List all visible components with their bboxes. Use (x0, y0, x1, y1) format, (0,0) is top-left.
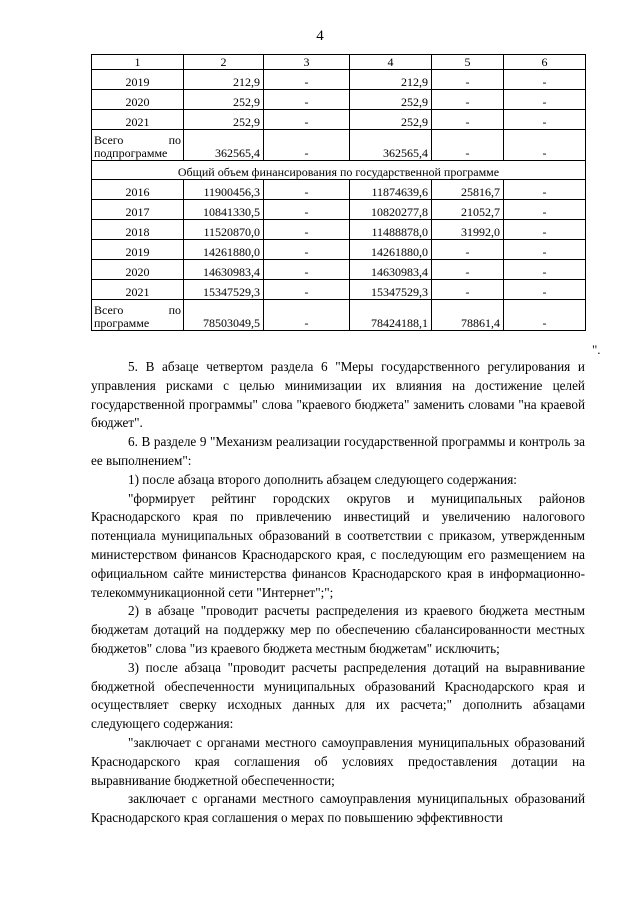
amount-cell: 14630983,4 (184, 260, 264, 280)
section-title-row (92, 161, 586, 180)
year-cell: 2021 (92, 110, 184, 130)
amount-cell: 10820277,8 (350, 200, 432, 220)
amount-cell: - (432, 130, 504, 161)
amount-cell: - (264, 220, 350, 240)
amount-cell: 14261880,0 (184, 240, 264, 260)
amount-cell: - (504, 220, 586, 240)
year-cell: 2017 (92, 200, 184, 220)
row-label-word: по (168, 303, 181, 317)
amount-cell: 14261880,0 (350, 240, 432, 260)
document-body (91, 358, 585, 828)
row-label (92, 300, 184, 331)
amount-cell: 21052,7 (432, 200, 504, 220)
amount-cell: - (504, 200, 586, 220)
amount-cell: - (432, 110, 504, 130)
amount-cell: 78503049,5 (184, 300, 264, 331)
amount-cell: - (264, 240, 350, 260)
year-cell: 2018 (92, 220, 184, 240)
year-cell: 2020 (92, 90, 184, 110)
amount-cell: 25816,7 (432, 180, 504, 200)
amount-cell: 78424188,1 (350, 300, 432, 331)
amount-cell: - (264, 110, 350, 130)
paragraph: 2) в абзаце "проводит расчеты распределения из краевого бюджета местным бюджетам дотаций на поддержку мер по обеспечению сбалансированности местных бюджетов" слова "из краевого бюджета местным бюджетам" исключить; (91, 603, 585, 656)
amount-cell: 78861,4 (432, 300, 504, 331)
table-row (92, 90, 586, 110)
amount-cell: - (504, 180, 586, 200)
amount-cell: - (504, 110, 586, 130)
column-header: 1 (92, 55, 184, 70)
amount-cell: - (504, 240, 586, 260)
column-header: 2 (184, 55, 264, 70)
financing-table (91, 54, 586, 331)
total-row (92, 300, 586, 331)
amount-cell: - (504, 260, 586, 280)
amount-cell: - (264, 180, 350, 200)
paragraph: 1) после абзаца второго дополнить абзацем следующего содержания: (128, 471, 517, 487)
paragraph: "заключает с органами местного самоуправления муниципальных образований Краснодарского края соглашения об условиях предоставления дотации на выравнивание бюджетной обеспеченности; (91, 734, 585, 788)
amount-cell: 252,9 (184, 110, 264, 130)
amount-cell: - (504, 300, 586, 331)
amount-cell: - (432, 70, 504, 90)
page-number: 4 (316, 28, 324, 44)
section-title: Общий объем финансирования по государственной программе (92, 161, 586, 180)
amount-cell: 31992,0 (432, 220, 504, 240)
paragraph: 5. В абзаце четвертом раздела 6 "Меры государственного регулирования и управления рисками с целью минимизации их влияния на достижение целей государственной программы" слова "краевого бюджета" заменить словами "на краевой бюджет". (91, 359, 585, 431)
amount-cell: 15347529,3 (184, 280, 264, 300)
year-cell: 2019 (92, 240, 184, 260)
row-label (92, 130, 184, 161)
amount-cell: 212,9 (350, 70, 432, 90)
row-label-word: подпрограмме (94, 146, 168, 160)
amount-cell: - (264, 280, 350, 300)
paragraph: 3) после абзаца "проводит расчеты распределения дотаций на выравнивание бюджетной обеспеченности муниципальных образований Краснодарского края и осуществляет сверку исходных данных для их расчета;" дополнить абзацами следующего содержания: (91, 659, 585, 732)
table-header-row (92, 55, 586, 70)
row-label-word: Всего (94, 303, 124, 317)
amount-cell: 252,9 (184, 90, 264, 110)
amount-cell: - (504, 90, 586, 110)
row-label-word: по (168, 133, 181, 147)
column-header: 4 (350, 55, 432, 70)
column-header: 5 (432, 55, 504, 70)
amount-cell: 252,9 (350, 110, 432, 130)
amount-cell: 15347529,3 (350, 280, 432, 300)
table-row (92, 110, 586, 130)
amount-cell: - (264, 200, 350, 220)
amount-cell: - (264, 70, 350, 90)
year-cell: 2019 (92, 70, 184, 90)
table-row (92, 240, 586, 260)
paragraph: заключает с органами местного самоуправления муниципальных образований Краснодарского края соглашения о мерах по повышению эффективности (91, 791, 585, 826)
paragraph: "формирует рейтинг городских округов и муниципальных районов Краснодарского края по привлечению инвестиций и увеличению налогового потенциала муниципальных образований в соответствии с приказом, утвержденным министерством финансов Краснодарского края, с последующим его размещением на официальном сайте министерства финансов Краснодарского края в информационно-телекоммуникационной сети "Интернет";"; (91, 490, 585, 600)
paragraph: 6. В разделе 9 "Механизм реализации государственной программы и контроль за ее выполнением": (91, 434, 585, 468)
column-header: 3 (264, 55, 350, 70)
table-row (92, 180, 586, 200)
amount-cell: - (264, 260, 350, 280)
amount-cell: 11900456,3 (184, 180, 264, 200)
amount-cell: 212,9 (184, 70, 264, 90)
amount-cell: 252,9 (350, 90, 432, 110)
amount-cell: - (264, 300, 350, 331)
amount-cell: 11874639,6 (350, 180, 432, 200)
amount-cell: 11520870,0 (184, 220, 264, 240)
amount-cell: - (432, 90, 504, 110)
amount-cell: 11488878,0 (350, 220, 432, 240)
table-row (92, 220, 586, 240)
amount-cell: 14630983,4 (350, 260, 432, 280)
amount-cell: - (264, 90, 350, 110)
amount-cell: - (432, 240, 504, 260)
amount-cell: 362565,4 (350, 130, 432, 161)
subtotal-row (92, 130, 586, 161)
amount-cell: 10841330,5 (184, 200, 264, 220)
amount-cell: 362565,4 (184, 130, 264, 161)
amount-cell: - (264, 130, 350, 161)
amount-cell: - (504, 130, 586, 161)
table-row (92, 260, 586, 280)
closing-quote: ". (592, 342, 601, 357)
table-row (92, 200, 586, 220)
amount-cell: - (432, 280, 504, 300)
year-cell: 2020 (92, 260, 184, 280)
amount-cell: - (432, 260, 504, 280)
table-row (92, 280, 586, 300)
table-row (92, 70, 586, 90)
year-cell: 2016 (92, 180, 184, 200)
amount-cell: - (504, 280, 586, 300)
amount-cell: - (504, 70, 586, 90)
row-label-word: Всего (94, 133, 124, 147)
year-cell: 2021 (92, 280, 184, 300)
column-header: 6 (504, 55, 586, 70)
row-label-word: программе (94, 316, 150, 330)
